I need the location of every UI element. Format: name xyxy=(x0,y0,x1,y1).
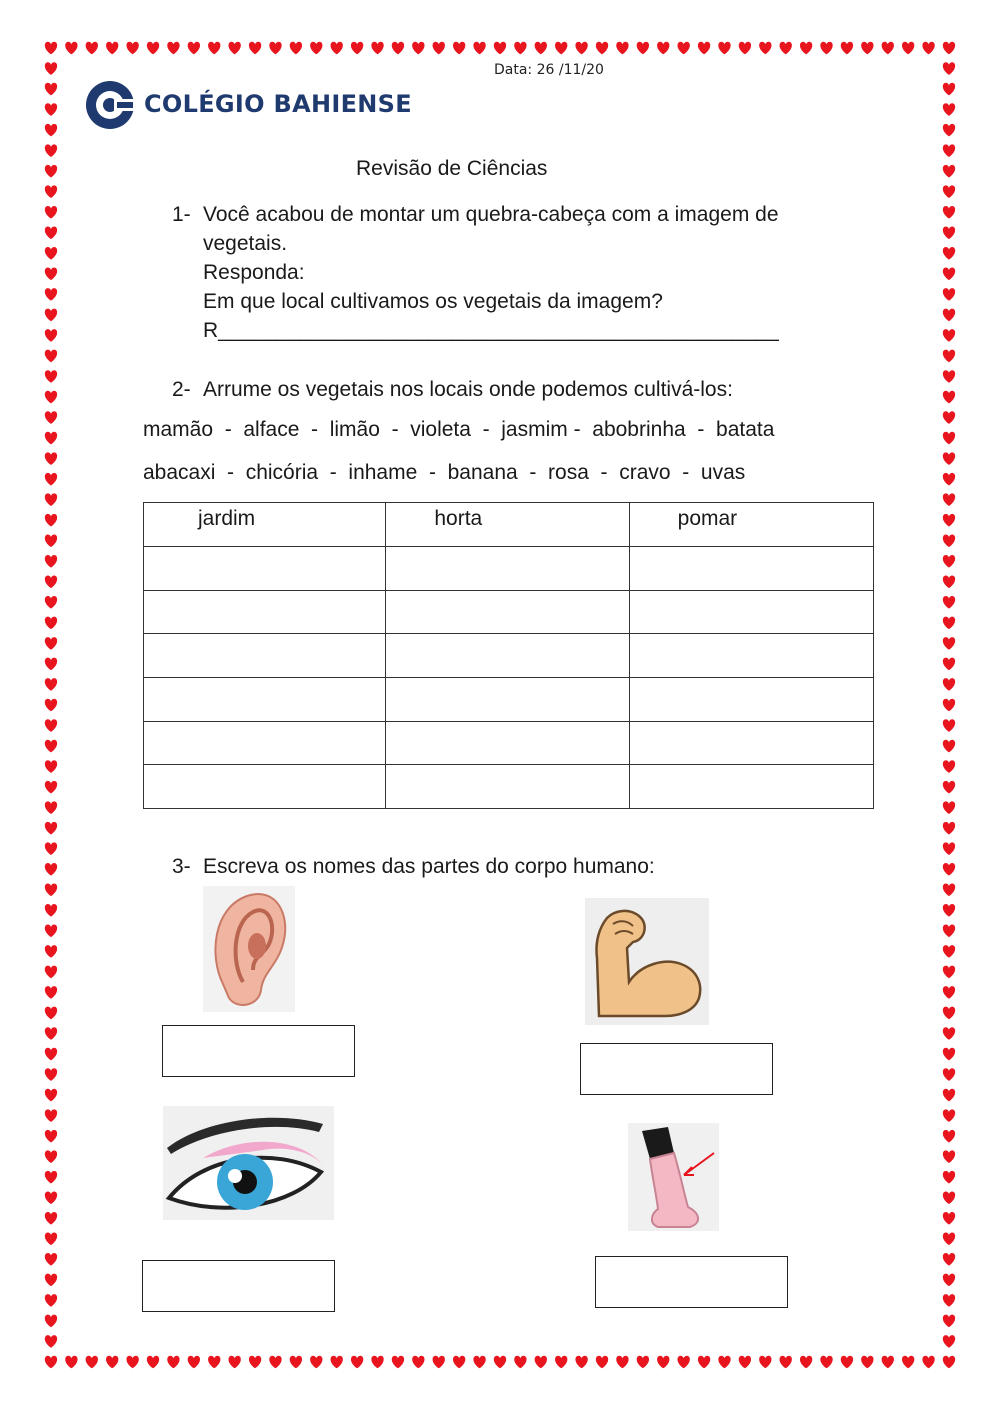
heart-icon xyxy=(575,1356,587,1369)
heart-icon xyxy=(45,1212,57,1225)
heart-icon xyxy=(555,42,567,55)
heart-icon xyxy=(861,1356,873,1369)
heart-icon xyxy=(45,350,57,363)
heart-icon xyxy=(45,103,57,116)
heart-icon xyxy=(310,1356,322,1369)
arm-answer-box[interactable] xyxy=(580,1043,773,1095)
heart-icon xyxy=(45,781,57,794)
heart-icon xyxy=(882,1356,894,1369)
heart-icon xyxy=(45,1294,57,1307)
heart-icon xyxy=(943,493,955,506)
heart-icon xyxy=(943,863,955,876)
heart-icon xyxy=(473,42,485,55)
heart-icon xyxy=(65,42,77,55)
heart-icon xyxy=(45,1171,57,1184)
heart-icon xyxy=(943,1089,955,1102)
q1-number: 1- xyxy=(172,203,191,226)
heart-icon xyxy=(943,1191,955,1204)
heart-icon xyxy=(943,699,955,712)
heart-icon xyxy=(45,432,57,445)
heart-icon xyxy=(820,42,832,55)
heart-icon xyxy=(943,432,955,445)
heart-icon xyxy=(45,124,57,137)
heart-icon xyxy=(943,1171,955,1184)
heart-icon xyxy=(45,1027,57,1040)
heart-icon xyxy=(45,165,57,178)
heart-icon xyxy=(616,42,628,55)
heart-icon xyxy=(943,206,955,219)
heart-icon xyxy=(943,904,955,917)
heart-icon xyxy=(943,781,955,794)
table-cell[interactable] xyxy=(629,547,873,591)
heart-icon xyxy=(759,1356,771,1369)
heart-icon xyxy=(820,1356,832,1369)
heart-icon xyxy=(45,637,57,650)
page-title: Revisão de Ciências xyxy=(356,157,548,180)
heart-icon xyxy=(596,1356,608,1369)
heart-icon xyxy=(943,473,955,486)
q2-instruction: Arrume os vegetais nos locais onde podemos cultivá-los: xyxy=(203,378,733,401)
table-cell[interactable] xyxy=(144,721,386,765)
eye-answer-box[interactable] xyxy=(142,1260,335,1312)
heart-icon xyxy=(45,83,57,96)
q2-number: 2- xyxy=(172,378,191,401)
heart-icon xyxy=(45,1007,57,1020)
heart-icon xyxy=(943,350,955,363)
table-cell[interactable] xyxy=(386,765,629,809)
heart-icon xyxy=(453,1356,465,1369)
heart-icon xyxy=(943,329,955,342)
heart-icon xyxy=(678,1356,690,1369)
heart-icon xyxy=(943,62,955,75)
heart-icon xyxy=(371,42,383,55)
vegetable-list-line2: abacaxi - chicória - inhame - banana - rosa - cravo - uvas xyxy=(143,461,746,484)
table-cell[interactable] xyxy=(386,721,629,765)
heart-icon xyxy=(86,42,98,55)
heart-icon xyxy=(45,1089,57,1102)
vegetable-list-line1: mamão - alface - limão - violeta - jasmim - abobrinha - batata xyxy=(143,418,775,441)
heart-icon xyxy=(392,42,404,55)
table-cell[interactable] xyxy=(629,721,873,765)
heart-icon xyxy=(433,1356,445,1369)
heart-icon xyxy=(45,1356,57,1369)
heart-icon xyxy=(943,945,955,958)
heart-icon xyxy=(106,42,118,55)
heart-icon xyxy=(943,534,955,547)
table-cell[interactable] xyxy=(629,590,873,634)
heart-icon xyxy=(45,617,57,630)
heart-icon xyxy=(718,1356,730,1369)
heart-icon xyxy=(45,247,57,260)
heart-icon xyxy=(126,1356,138,1369)
heart-icon xyxy=(943,966,955,979)
heart-icon xyxy=(943,185,955,198)
heart-icon xyxy=(575,42,587,55)
heart-icon xyxy=(943,309,955,322)
heart-icon xyxy=(943,678,955,691)
q1-line3: Responda: xyxy=(203,261,305,284)
heart-icon xyxy=(739,42,751,55)
heart-icon xyxy=(943,514,955,527)
heart-icon xyxy=(657,42,669,55)
heart-icon xyxy=(943,576,955,589)
heart-icon xyxy=(412,42,424,55)
heart-icon xyxy=(780,1356,792,1369)
heart-icon xyxy=(45,596,57,609)
foot-icon xyxy=(628,1123,719,1231)
heart-icon xyxy=(269,42,281,55)
heart-icon xyxy=(943,165,955,178)
heart-icon xyxy=(167,1356,179,1369)
heart-icon xyxy=(943,288,955,301)
heart-icon xyxy=(45,1068,57,1081)
heart-icon xyxy=(45,329,57,342)
heart-icon xyxy=(841,1356,853,1369)
heart-icon xyxy=(882,42,894,55)
heart-icon xyxy=(188,1356,200,1369)
heart-icon xyxy=(45,1048,57,1061)
heart-icon xyxy=(269,1356,281,1369)
heart-icon xyxy=(371,1356,383,1369)
header-jardim: jardim xyxy=(144,503,386,547)
heart-icon xyxy=(45,1109,57,1122)
heart-icon xyxy=(943,1294,955,1307)
heart-icon xyxy=(943,144,955,157)
heart-icon xyxy=(392,1356,404,1369)
heart-icon xyxy=(45,1130,57,1143)
heart-icon xyxy=(943,617,955,630)
school-name: COLÉGIO BAHIENSE xyxy=(144,90,412,118)
heart-icon xyxy=(943,1335,955,1348)
heart-icon xyxy=(943,883,955,896)
heart-icon xyxy=(739,1356,751,1369)
table-cell[interactable] xyxy=(629,765,873,809)
heart-icon xyxy=(310,42,322,55)
q3-instruction: Escreva os nomes das partes do corpo humano: xyxy=(203,855,655,878)
heart-icon xyxy=(943,760,955,773)
heart-icon xyxy=(45,391,57,404)
heart-icon xyxy=(45,740,57,753)
heart-icon xyxy=(351,42,363,55)
heart-icon xyxy=(45,226,57,239)
table-cell[interactable] xyxy=(386,547,629,591)
heart-icon xyxy=(943,555,955,568)
heart-icon xyxy=(943,822,955,835)
heart-icon xyxy=(943,83,955,96)
heart-icon xyxy=(45,904,57,917)
heart-icon xyxy=(229,1356,241,1369)
heart-icon xyxy=(943,1130,955,1143)
heart-icon xyxy=(86,1356,98,1369)
heart-icon xyxy=(45,288,57,301)
table-cell[interactable] xyxy=(144,634,386,678)
table-cell[interactable] xyxy=(386,590,629,634)
heart-icon xyxy=(147,42,159,55)
heart-icon xyxy=(45,863,57,876)
heart-icon xyxy=(943,1356,955,1369)
heart-icon xyxy=(106,1356,118,1369)
heart-icon xyxy=(208,1356,220,1369)
eye-icon xyxy=(163,1106,334,1220)
heart-icon xyxy=(698,1356,710,1369)
q1-question: Em que local cultivamos os vegetais da imagem? xyxy=(203,290,663,313)
heart-icon xyxy=(943,801,955,814)
heart-icon xyxy=(943,124,955,137)
heart-icon xyxy=(922,1356,934,1369)
heart-icon xyxy=(494,1356,506,1369)
heart-icon xyxy=(943,1212,955,1225)
heart-icon xyxy=(943,1109,955,1122)
heart-icon xyxy=(45,1191,57,1204)
heart-icon xyxy=(45,309,57,322)
heart-icon xyxy=(45,1150,57,1163)
heart-icon xyxy=(943,370,955,383)
heart-icon xyxy=(800,1356,812,1369)
heart-icon xyxy=(45,268,57,281)
header-pomar: pomar xyxy=(629,503,873,547)
heart-icon xyxy=(943,1253,955,1266)
table-cell[interactable] xyxy=(144,765,386,809)
heart-icon xyxy=(45,206,57,219)
q1-answer-line[interactable]: R________________________________________________ xyxy=(203,319,779,342)
heart-icon xyxy=(514,1356,526,1369)
heart-icon xyxy=(678,42,690,55)
heart-icon xyxy=(759,42,771,55)
heart-icon xyxy=(290,42,302,55)
heart-icon xyxy=(45,658,57,671)
table-cell[interactable] xyxy=(629,634,873,678)
table-cell[interactable] xyxy=(144,547,386,591)
ear-icon xyxy=(203,886,295,1012)
foot-answer-box[interactable] xyxy=(595,1256,788,1308)
heart-icon xyxy=(535,42,547,55)
heart-icon xyxy=(943,1027,955,1040)
table-cell[interactable] xyxy=(386,634,629,678)
heart-icon xyxy=(188,42,200,55)
heart-icon xyxy=(167,42,179,55)
heart-icon xyxy=(249,1356,261,1369)
heart-icon xyxy=(45,514,57,527)
q3-number: 3- xyxy=(172,855,191,878)
heart-icon xyxy=(45,1274,57,1287)
heart-icon xyxy=(45,1315,57,1328)
heart-icon xyxy=(943,986,955,999)
heart-icon xyxy=(943,247,955,260)
heart-icon xyxy=(943,226,955,239)
heart-icon xyxy=(943,103,955,116)
heart-icon xyxy=(331,42,343,55)
heart-icon xyxy=(555,1356,567,1369)
heart-icon xyxy=(433,42,445,55)
heart-icon xyxy=(780,42,792,55)
sorting-table xyxy=(143,502,874,809)
heart-icon xyxy=(351,1356,363,1369)
heart-icon xyxy=(943,842,955,855)
heart-icon xyxy=(943,1068,955,1081)
heart-icon xyxy=(45,370,57,383)
heart-icon xyxy=(45,555,57,568)
heart-icon xyxy=(922,42,934,55)
heart-icon xyxy=(637,42,649,55)
heart-icon xyxy=(229,42,241,55)
heart-icon xyxy=(943,1233,955,1246)
heart-icon xyxy=(800,42,812,55)
heart-icon xyxy=(45,925,57,938)
heart-icon xyxy=(45,1233,57,1246)
heart-icon xyxy=(943,1048,955,1061)
arm-icon xyxy=(585,898,709,1025)
heart-icon xyxy=(45,801,57,814)
heart-icon xyxy=(657,1356,669,1369)
heart-icon xyxy=(943,391,955,404)
heart-icon xyxy=(535,1356,547,1369)
heart-icon xyxy=(473,1356,485,1369)
heart-icon xyxy=(943,719,955,732)
heart-icon xyxy=(943,411,955,424)
heart-icon xyxy=(45,842,57,855)
heart-icon xyxy=(45,883,57,896)
heart-icon xyxy=(45,42,57,55)
table-cell[interactable] xyxy=(144,677,386,721)
heart-icon xyxy=(45,966,57,979)
table-cell[interactable] xyxy=(144,590,386,634)
heart-icon xyxy=(45,1335,57,1348)
heart-icon xyxy=(698,42,710,55)
heart-icon xyxy=(943,740,955,753)
heart-icon xyxy=(494,42,506,55)
heart-icon xyxy=(45,945,57,958)
header-horta: horta xyxy=(386,503,629,547)
heart-icon xyxy=(412,1356,424,1369)
heart-icon xyxy=(943,1315,955,1328)
heart-icon xyxy=(45,144,57,157)
heart-icon xyxy=(65,1356,77,1369)
heart-icon xyxy=(45,452,57,465)
heart-icon xyxy=(45,411,57,424)
heart-icon xyxy=(45,986,57,999)
heart-icon xyxy=(45,699,57,712)
heart-icon xyxy=(290,1356,302,1369)
date-label: Data: 26 /11/20 xyxy=(494,62,604,78)
heart-icon xyxy=(943,658,955,671)
heart-icon xyxy=(249,42,261,55)
heart-icon xyxy=(45,822,57,835)
ear-answer-box[interactable] xyxy=(162,1025,355,1077)
heart-icon xyxy=(943,637,955,650)
heart-icon xyxy=(514,42,526,55)
heart-icon xyxy=(45,493,57,506)
heart-icon xyxy=(943,925,955,938)
heart-icon xyxy=(943,452,955,465)
heart-icon xyxy=(902,1356,914,1369)
heart-icon xyxy=(45,576,57,589)
heart-icon xyxy=(861,42,873,55)
heart-icon xyxy=(45,473,57,486)
heart-icon xyxy=(841,42,853,55)
heart-icon xyxy=(147,1356,159,1369)
heart-icon xyxy=(718,42,730,55)
heart-icon xyxy=(45,62,57,75)
heart-icon xyxy=(126,42,138,55)
heart-icon xyxy=(208,42,220,55)
q1-line2: vegetais. xyxy=(203,232,288,255)
heart-icon xyxy=(943,1150,955,1163)
heart-icon xyxy=(943,596,955,609)
table-cell[interactable] xyxy=(629,677,873,721)
heart-icon xyxy=(943,42,955,55)
heart-icon xyxy=(45,185,57,198)
heart-icon xyxy=(943,268,955,281)
heart-icon xyxy=(453,42,465,55)
heart-icon xyxy=(902,42,914,55)
heart-icon xyxy=(943,1007,955,1020)
heart-icon xyxy=(45,719,57,732)
q1-line1: Você acabou de montar um quebra-cabeça com a imagem de xyxy=(203,203,779,226)
heart-icon xyxy=(943,1274,955,1287)
heart-icon xyxy=(616,1356,628,1369)
heart-icon xyxy=(45,1253,57,1266)
heart-icon xyxy=(596,42,608,55)
table-cell[interactable] xyxy=(386,677,629,721)
heart-icon xyxy=(45,534,57,547)
heart-icon xyxy=(45,678,57,691)
heart-icon xyxy=(45,760,57,773)
heart-icon xyxy=(637,1356,649,1369)
heart-icon xyxy=(331,1356,343,1369)
